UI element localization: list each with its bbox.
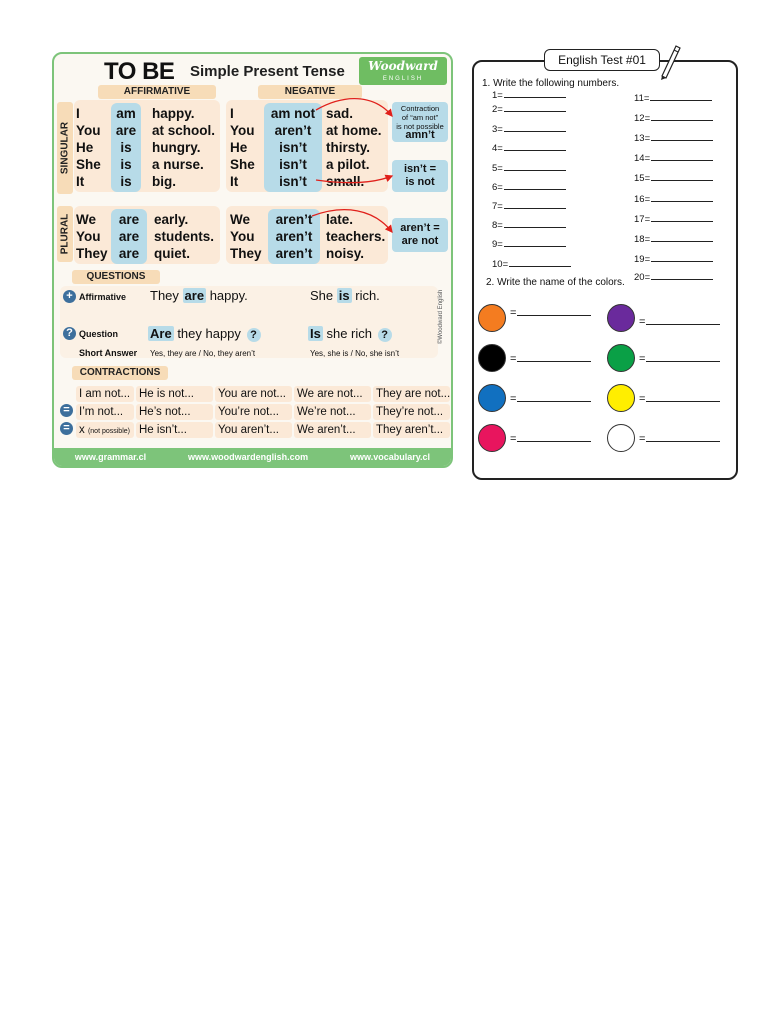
to-be-poster bbox=[52, 52, 453, 468]
number-label: 4= bbox=[492, 143, 503, 154]
number-label: 17= bbox=[634, 214, 651, 225]
number-row bbox=[492, 142, 566, 154]
instruction-colors: 2. Write the name of the colors. bbox=[486, 277, 625, 288]
verb: isn’t bbox=[279, 140, 307, 155]
answer-line[interactable] bbox=[646, 350, 720, 362]
contraction-cell: They’re not... bbox=[373, 404, 450, 420]
negative-tag: NEGATIVE bbox=[258, 85, 362, 99]
q-word: rich. bbox=[355, 288, 380, 303]
footer-link[interactable]: www.grammar.cl bbox=[74, 452, 147, 462]
answer-line[interactable] bbox=[504, 142, 566, 151]
number-row bbox=[492, 181, 566, 193]
pronoun: It bbox=[76, 174, 85, 189]
number-label: 20= bbox=[634, 272, 651, 283]
color-answer[interactable] bbox=[510, 390, 591, 405]
verb: aren’t bbox=[275, 229, 313, 244]
footer-link[interactable]: www.woodwardenglish.com bbox=[187, 452, 309, 462]
number-label: 8= bbox=[492, 220, 503, 231]
answer-line[interactable] bbox=[504, 200, 566, 209]
equals-sign: = bbox=[639, 393, 646, 405]
number-row bbox=[634, 193, 713, 205]
pronoun: You bbox=[230, 229, 255, 244]
color-answer[interactable] bbox=[639, 430, 720, 445]
answer-line[interactable] bbox=[651, 233, 713, 242]
equals-icon: = bbox=[60, 404, 73, 417]
color-answer[interactable] bbox=[510, 430, 591, 445]
complement: noisy. bbox=[326, 246, 365, 261]
pronoun: She bbox=[230, 157, 255, 172]
number-row bbox=[492, 200, 566, 212]
complement: teachers. bbox=[326, 229, 386, 244]
number-row bbox=[634, 172, 713, 184]
contraction-cell: He’s not... bbox=[136, 404, 213, 420]
verb: is bbox=[120, 140, 132, 155]
answer-line[interactable] bbox=[651, 193, 713, 202]
equals-sign: = bbox=[510, 393, 517, 405]
complement: quiet. bbox=[154, 246, 190, 261]
equals-icon: = bbox=[60, 422, 73, 435]
complement: sad. bbox=[326, 106, 354, 121]
affirmative-example-1 bbox=[150, 288, 248, 303]
number-row bbox=[492, 258, 571, 270]
number-label: 7= bbox=[492, 201, 503, 212]
short-answer-2: Yes, she is / No, she isn’t bbox=[310, 349, 400, 358]
orange-circle bbox=[478, 304, 506, 332]
black-circle bbox=[478, 344, 506, 372]
contraction-row bbox=[76, 386, 452, 402]
equals-sign: = bbox=[639, 316, 646, 328]
number-label: 3= bbox=[492, 124, 503, 135]
note-line: is not possible bbox=[396, 122, 444, 131]
contraction-cell: He is not... bbox=[136, 386, 213, 402]
equals-sign: = bbox=[510, 307, 517, 319]
answer-line[interactable] bbox=[504, 219, 566, 228]
number-label: 2= bbox=[492, 104, 503, 115]
logo-line1: Woodward bbox=[368, 59, 438, 73]
verb: am not bbox=[270, 106, 316, 121]
complement: thirsty. bbox=[326, 140, 371, 155]
contraction-cell: He isn’t... bbox=[136, 422, 213, 438]
contraction-cell: I’m not... bbox=[76, 404, 134, 420]
verb: are bbox=[118, 212, 140, 227]
footer-link[interactable]: www.vocabulary.cl bbox=[350, 452, 431, 462]
answer-line[interactable] bbox=[504, 181, 566, 190]
number-row bbox=[492, 89, 566, 101]
complement: small. bbox=[326, 174, 365, 189]
color-answer[interactable] bbox=[639, 313, 720, 328]
arrow-amnot-to-note bbox=[316, 99, 392, 116]
verb: isn’t bbox=[279, 174, 307, 189]
complement: hungry. bbox=[152, 140, 201, 155]
pronoun: You bbox=[76, 229, 101, 244]
verb: is bbox=[120, 157, 132, 172]
answer-line[interactable] bbox=[651, 253, 713, 262]
number-row bbox=[492, 123, 566, 135]
contraction-cell: We aren’t... bbox=[294, 422, 371, 438]
number-row bbox=[634, 213, 713, 225]
short-answer-1: Yes, they are / No, they aren’t bbox=[150, 349, 256, 358]
answer-line[interactable] bbox=[517, 304, 591, 316]
q-verb: Is bbox=[310, 326, 321, 341]
questions-tag: QUESTIONS bbox=[72, 270, 160, 284]
number-row bbox=[634, 132, 713, 144]
note-word: amn’t bbox=[405, 129, 435, 141]
note-line: Contraction bbox=[400, 104, 440, 113]
answer-line[interactable] bbox=[651, 213, 713, 222]
note-line: are not bbox=[401, 235, 439, 247]
purple-circle bbox=[607, 304, 635, 332]
poster-footer bbox=[54, 448, 451, 466]
q-word: happy. bbox=[209, 288, 248, 303]
pen-icon bbox=[658, 40, 682, 80]
number-label: 10= bbox=[492, 259, 509, 270]
contraction-cell: They aren’t... bbox=[373, 422, 450, 438]
verb: are bbox=[115, 123, 137, 138]
answer-line[interactable] bbox=[646, 430, 720, 442]
pronoun: They bbox=[76, 246, 108, 261]
contraction-cell: You aren’t... bbox=[215, 422, 292, 438]
pronoun: They bbox=[230, 246, 262, 261]
not-possible-mark: x bbox=[79, 424, 85, 436]
answer-line[interactable] bbox=[650, 92, 712, 101]
q-verb: is bbox=[338, 288, 350, 303]
poster-subtitle: Simple Present Tense bbox=[190, 63, 345, 80]
answer-line[interactable] bbox=[504, 89, 566, 98]
pronoun: He bbox=[230, 140, 248, 155]
copyright: ©Woodward English bbox=[438, 289, 444, 344]
pronoun: He bbox=[76, 140, 94, 155]
verb: are bbox=[118, 246, 140, 261]
verb: isn’t bbox=[279, 157, 307, 172]
question-mark-icon: ? bbox=[378, 328, 392, 342]
answer-line[interactable] bbox=[517, 430, 591, 442]
pronoun: I bbox=[230, 106, 234, 121]
contraction-cell: I am not... bbox=[76, 386, 134, 402]
number-row bbox=[634, 152, 713, 164]
number-label: 14= bbox=[634, 153, 651, 164]
answer-line[interactable] bbox=[651, 172, 713, 181]
answer-line[interactable] bbox=[504, 123, 566, 132]
blue-circle bbox=[478, 384, 506, 412]
complement: a nurse. bbox=[152, 157, 204, 172]
equals-sign: = bbox=[639, 353, 646, 365]
question-row-label: Question bbox=[79, 329, 119, 339]
color-answer[interactable] bbox=[639, 390, 720, 405]
answer-line[interactable] bbox=[646, 390, 720, 402]
number-label: 5= bbox=[492, 163, 503, 174]
poster-title: TO BE bbox=[104, 58, 175, 85]
contractions-tag: CONTRACTIONS bbox=[72, 366, 168, 380]
note-line: isn’t = bbox=[403, 163, 437, 175]
number-label: 19= bbox=[634, 254, 651, 265]
number-label: 13= bbox=[634, 133, 651, 144]
contraction-cell: We are not... bbox=[294, 386, 371, 402]
affirmative-tag: AFFIRMATIVE bbox=[98, 85, 216, 99]
complement: early. bbox=[154, 212, 189, 227]
number-row bbox=[634, 112, 713, 124]
contraction-cell: You are not... bbox=[215, 386, 292, 402]
pronoun: She bbox=[76, 157, 101, 172]
contraction-row bbox=[76, 404, 452, 420]
complement: at home. bbox=[326, 123, 382, 138]
q-word: she rich bbox=[326, 326, 372, 341]
singular-label: SINGULAR bbox=[59, 121, 71, 175]
note-line: is not bbox=[405, 176, 435, 188]
white-circle bbox=[607, 424, 635, 452]
number-row bbox=[492, 238, 566, 250]
answer-line[interactable] bbox=[509, 258, 571, 267]
answer-line[interactable] bbox=[651, 112, 713, 121]
number-label: 16= bbox=[634, 194, 651, 205]
pronoun: I bbox=[76, 106, 80, 121]
answer-line[interactable] bbox=[651, 152, 713, 161]
q-word: She bbox=[310, 288, 334, 303]
verb: is bbox=[120, 174, 132, 189]
instruction-numbers: 1. Write the following numbers. bbox=[482, 78, 620, 89]
pronoun: You bbox=[230, 123, 255, 138]
question-icon: ? bbox=[63, 327, 76, 340]
q-word: they happy bbox=[177, 326, 241, 341]
answer-line[interactable] bbox=[651, 132, 713, 141]
number-row bbox=[634, 253, 713, 265]
verb: aren’t bbox=[274, 123, 312, 138]
affirmative-row-label: Affirmative bbox=[79, 292, 127, 302]
contraction-cell: You’re not... bbox=[215, 404, 292, 420]
affirmative-example-2 bbox=[310, 288, 380, 303]
number-row bbox=[492, 219, 566, 231]
contractions-table bbox=[76, 386, 452, 440]
color-answer[interactable] bbox=[510, 304, 591, 319]
color-answer[interactable] bbox=[510, 350, 591, 365]
not-possible-note: (not possible) bbox=[87, 428, 130, 435]
q-verb: Are bbox=[150, 326, 172, 341]
question-example-1 bbox=[148, 326, 261, 342]
complement: happy. bbox=[152, 106, 195, 121]
number-label: 15= bbox=[634, 173, 651, 184]
contraction-row bbox=[76, 422, 452, 438]
arrow-arent-to-note bbox=[312, 210, 392, 232]
contraction-cell: They are not... bbox=[373, 386, 450, 402]
green-circle bbox=[607, 344, 635, 372]
number-label: 18= bbox=[634, 234, 651, 245]
number-row bbox=[634, 233, 713, 245]
number-label: 1= bbox=[492, 90, 503, 101]
complement: late. bbox=[326, 212, 354, 227]
worksheet-title: English Test #01 bbox=[544, 49, 660, 71]
contraction-cell: We’re not... bbox=[294, 404, 371, 420]
plus-icon: + bbox=[63, 290, 76, 303]
question-mark-icon: ? bbox=[247, 328, 261, 342]
answer-line[interactable] bbox=[504, 162, 566, 171]
pink-circle bbox=[478, 424, 506, 452]
answer-line[interactable] bbox=[517, 390, 591, 402]
arrow-isnt-to-note bbox=[316, 176, 392, 183]
pronoun: It bbox=[230, 174, 239, 189]
verb: aren’t bbox=[275, 246, 313, 261]
q-word: They bbox=[150, 288, 179, 303]
complement: at school. bbox=[152, 123, 216, 138]
pronoun: We bbox=[76, 212, 97, 227]
contraction-cell bbox=[76, 422, 134, 438]
number-row bbox=[634, 271, 713, 283]
note-line: aren’t = bbox=[400, 222, 440, 234]
answer-line[interactable] bbox=[517, 350, 591, 362]
answer-line[interactable] bbox=[651, 271, 713, 280]
q-verb: are bbox=[184, 288, 205, 303]
number-row bbox=[634, 92, 712, 104]
number-label: 9= bbox=[492, 239, 503, 250]
number-label: 6= bbox=[492, 182, 503, 193]
plural-label: PLURAL bbox=[59, 213, 71, 255]
pronoun: You bbox=[76, 123, 101, 138]
verb: am bbox=[116, 106, 136, 121]
yellow-circle bbox=[607, 384, 635, 412]
complement: students. bbox=[154, 229, 215, 244]
question-example-2 bbox=[308, 326, 392, 342]
equals-sign: = bbox=[639, 433, 646, 445]
number-label: 12= bbox=[634, 113, 651, 124]
answer-line[interactable] bbox=[504, 238, 566, 247]
equals-sign: = bbox=[510, 433, 517, 445]
number-label: 11= bbox=[634, 93, 650, 104]
verb: aren’t bbox=[275, 212, 313, 227]
complement: big. bbox=[152, 174, 176, 189]
pronoun: We bbox=[230, 212, 251, 227]
color-answer[interactable] bbox=[639, 350, 720, 365]
answer-line[interactable] bbox=[646, 313, 720, 325]
number-row bbox=[492, 103, 566, 115]
answer-line[interactable] bbox=[504, 103, 566, 112]
note-line: of “am not” bbox=[401, 113, 439, 122]
complement: a pilot. bbox=[326, 157, 370, 172]
logo-line2: ENGLISH bbox=[382, 76, 424, 82]
equals-sign: = bbox=[510, 353, 517, 365]
verb: are bbox=[118, 229, 140, 244]
short-answer-label: Short Answer bbox=[79, 348, 138, 358]
number-row bbox=[492, 162, 566, 174]
